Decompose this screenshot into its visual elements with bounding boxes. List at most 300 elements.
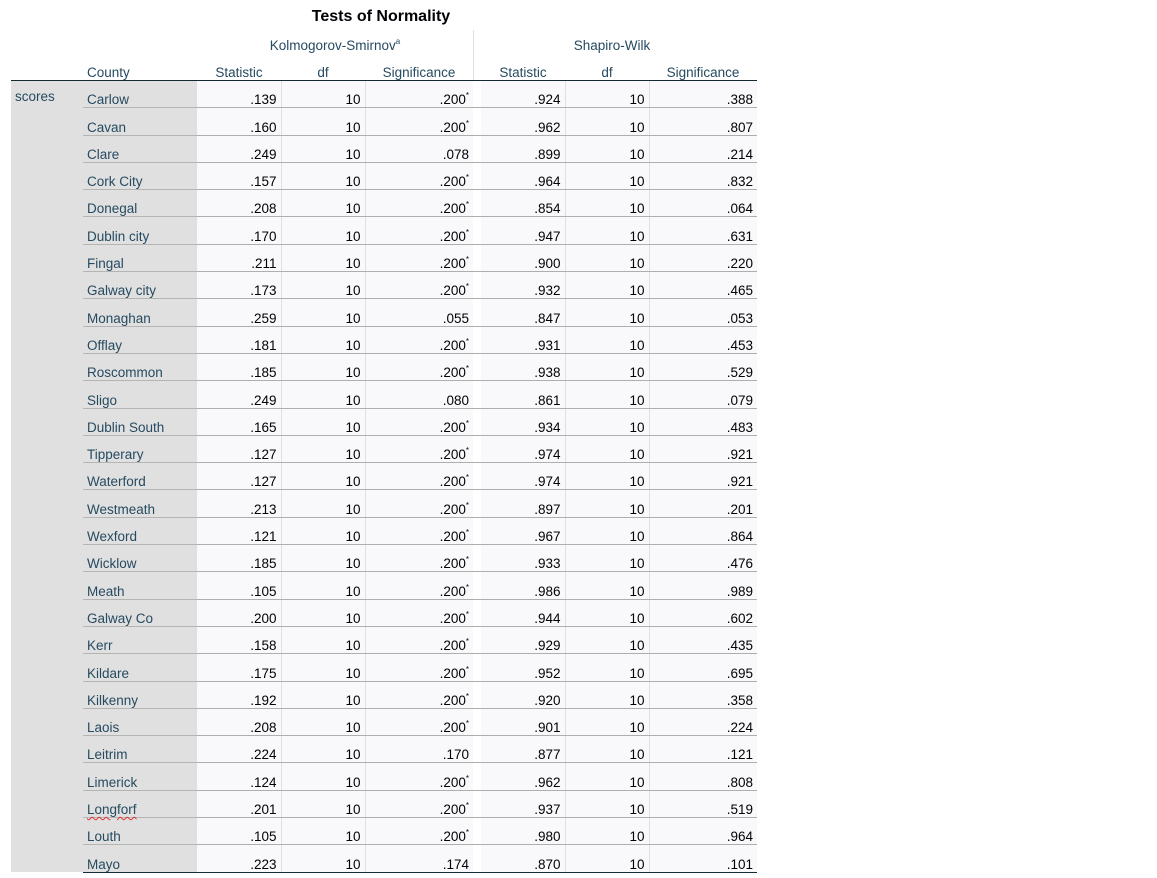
sw-significance-cell: [649, 599, 757, 626]
ks-significance-cell: [365, 790, 473, 817]
ks-df-cell: [281, 435, 365, 462]
lower-bound-marker: *: [465, 200, 469, 210]
group-gap: [473, 162, 481, 189]
ks-statistic-cell-value: .200: [250, 610, 277, 626]
ks-statistic-cell-value: .160: [250, 119, 277, 135]
sw-df-cell: [565, 108, 649, 135]
county-label: Sligo: [87, 392, 118, 408]
group-gap: [473, 244, 481, 271]
group-gap: [473, 517, 481, 544]
sw-significance-cell: [649, 736, 757, 763]
ks-df-cell-value: 10: [345, 474, 361, 490]
sw-significance-cell-value: .989: [726, 583, 753, 599]
ks-df-cell-value: 10: [345, 283, 361, 299]
ks-df-cell: [281, 190, 365, 217]
sw-df-cell: [565, 162, 649, 189]
ks-statistic-cell-value: .211: [251, 256, 277, 272]
group-gap: [473, 326, 481, 353]
ks-significance-cell: [365, 326, 473, 353]
group-gap: [473, 654, 481, 681]
county-label: Wicklow: [87, 556, 137, 572]
ks-statistic-cell-value: .249: [250, 146, 277, 162]
ks-df-cell-value: 10: [345, 638, 361, 654]
sw-significance-cell: [649, 353, 757, 380]
sw-df-cell: [565, 654, 649, 681]
ks-significance-cell-value: .200: [439, 529, 466, 545]
sw-significance-cell-value: .695: [726, 665, 753, 681]
sw-significance-cell: [649, 572, 757, 599]
county-cell: [83, 81, 197, 108]
table-row: [11, 135, 757, 162]
ks-significance-cell-value: .080: [442, 392, 469, 408]
sw-df-cell: [565, 408, 649, 435]
county-label: Louth: [87, 829, 121, 845]
var-header: [11, 59, 83, 81]
sw-df-cell-value: 10: [629, 392, 645, 408]
ks-significance-cell-value: .200: [439, 474, 466, 490]
ks-statistic-cell: [197, 545, 281, 572]
ks-significance-cell: [365, 108, 473, 135]
table-row: [11, 408, 757, 435]
ks-significance-cell-value: .200: [439, 447, 466, 463]
sw-statistic-cell: [481, 244, 565, 271]
lower-bound-marker: *: [465, 446, 469, 456]
ks-significance-cell-value: .200: [439, 337, 466, 353]
table-row: [11, 626, 757, 653]
ks-significance-cell-value: .200: [439, 638, 466, 654]
sw-significance-cell: [649, 626, 757, 653]
group-gap: [473, 763, 481, 790]
county-cell: [83, 463, 197, 490]
ks-df-cell: [281, 81, 365, 108]
table-row: [11, 299, 757, 326]
sw-df-cell: [565, 463, 649, 490]
ks-statistic-cell-value: .208: [250, 201, 277, 217]
sw-significance-cell: [649, 463, 757, 490]
table-row: [11, 326, 757, 353]
table-row: [11, 381, 757, 408]
lower-bound-marker: *: [465, 582, 469, 592]
county-cell: [83, 353, 197, 380]
sw-significance-cell-value: .079: [726, 392, 753, 408]
sw-df-cell: [565, 381, 649, 408]
sw-significance-cell-value: .201: [726, 501, 753, 517]
county-cell: [83, 244, 197, 271]
county-label: Meath: [87, 583, 125, 599]
lower-bound-marker: *: [465, 336, 469, 346]
sw-statistic-cell: [481, 545, 565, 572]
table-title: Tests of Normality: [311, 8, 451, 25]
ks-df-cell: [281, 626, 365, 653]
ks-significance-cell: [365, 408, 473, 435]
county-cell: [83, 654, 197, 681]
sw-significance-cell-value: .121: [726, 747, 753, 763]
sw-statistic-cell-value: .854: [534, 201, 561, 217]
table-row: [11, 190, 757, 217]
sw-statistic-cell-value: .934: [534, 419, 561, 435]
sw-df-cell: [565, 681, 649, 708]
ks-df-cell-value: 10: [345, 201, 361, 217]
sw-significance-cell-value: .631: [726, 228, 753, 244]
ks-significance-cell-value: .200: [439, 501, 466, 517]
ks-statistic-cell: [197, 681, 281, 708]
sw-df-cell: [565, 81, 649, 108]
ks-statistic-cell: [197, 708, 281, 735]
ks-significance-cell: [365, 708, 473, 735]
sw-statistic-cell: [481, 381, 565, 408]
ks-df-cell: [281, 572, 365, 599]
sw-statistic-cell-value: .974: [534, 447, 561, 463]
sw-df-cell-value: 10: [629, 419, 645, 435]
sw-statistic-cell-value: .938: [534, 365, 561, 381]
ks-statistic-cell: [197, 381, 281, 408]
county-label: Galway city: [87, 283, 157, 299]
lower-bound-marker: *: [465, 364, 469, 374]
ks-statistic-cell: [197, 135, 281, 162]
sw-group-header: Shapiro-Wilk: [573, 38, 651, 53]
ks-df-cell: [281, 353, 365, 380]
sw-df-cell-value: 10: [629, 829, 645, 845]
sw-df-cell: [565, 790, 649, 817]
ks-significance-cell-value: .200: [439, 365, 466, 381]
ks-statistic-header: Statistic: [197, 59, 281, 81]
county-cell: [83, 790, 197, 817]
sw-significance-cell: [649, 517, 757, 544]
ks-statistic-cell-value: .173: [250, 283, 277, 299]
sw-df-cell: [565, 435, 649, 462]
sw-statistic-cell-value: .962: [534, 119, 561, 135]
sw-df-cell: [565, 626, 649, 653]
sw-statistic-cell-value: .901: [534, 720, 561, 736]
sw-df-cell-value: 10: [629, 174, 645, 190]
sw-statistic-cell: [481, 818, 565, 845]
ks-statistic-cell-value: .139: [250, 92, 277, 108]
ks-statistic-cell-value: .124: [250, 774, 277, 790]
county-cell: [83, 545, 197, 572]
ks-significance-cell-value: .200: [439, 119, 466, 135]
ks-statistic-cell-value: .192: [250, 692, 277, 708]
sw-df-cell-value: 10: [629, 802, 645, 818]
group-gap: [473, 790, 481, 817]
sw-df-cell-value: 10: [629, 283, 645, 299]
county-label: Dublin South: [87, 419, 165, 435]
lower-bound-marker: *: [465, 91, 469, 101]
table-row: [11, 272, 757, 299]
county-label: Waterford: [87, 474, 146, 490]
sw-significance-cell: [649, 299, 757, 326]
sw-statistic-cell-value: .847: [534, 310, 561, 326]
sw-significance-cell-value: .214: [726, 146, 753, 162]
county-label: Tipperary: [87, 447, 144, 463]
sw-significance-cell-value: .388: [726, 92, 753, 108]
sw-df-cell-value: 10: [629, 92, 645, 108]
sw-significance-cell: [649, 162, 757, 189]
ks-statistic-cell: [197, 353, 281, 380]
ks-statistic-cell-value: .208: [250, 720, 277, 736]
county-cell: [83, 299, 197, 326]
ks-df-cell-value: 10: [345, 802, 361, 818]
lower-bound-marker: *: [465, 828, 469, 838]
ks-significance-cell-value: .170: [442, 747, 469, 763]
sw-df-cell-value: 10: [629, 720, 645, 736]
ks-df-cell: [281, 736, 365, 763]
ks-statistic-cell-value: .175: [250, 665, 277, 681]
ks-significance-cell-value: .200: [439, 829, 466, 845]
ks-df-cell: [281, 681, 365, 708]
sw-significance-cell-value: .435: [726, 638, 753, 654]
ks-statistic-cell: [197, 572, 281, 599]
sw-statistic-header: Statistic: [481, 59, 565, 81]
ks-significance-cell: [365, 353, 473, 380]
county-cell: [83, 818, 197, 845]
sw-significance-cell: [649, 435, 757, 462]
sw-statistic-cell: [481, 763, 565, 790]
sw-significance-cell: [649, 763, 757, 790]
ks-df-cell: [281, 244, 365, 271]
county-cell: [83, 681, 197, 708]
sw-significance-cell: [649, 708, 757, 735]
ks-significance-cell: [365, 463, 473, 490]
ks-significance-cell-value: .200: [439, 201, 466, 217]
county-label: Limerick: [87, 774, 138, 790]
lower-bound-marker: *: [465, 282, 469, 292]
county-label: Mayo: [87, 856, 121, 872]
sw-significance-cell-value: .101: [726, 856, 753, 872]
sw-statistic-cell-value: .877: [534, 747, 561, 763]
sw-statistic-cell: [481, 162, 565, 189]
county-label: Cork City: [87, 174, 143, 190]
sw-statistic-cell-value: .924: [534, 92, 561, 108]
lower-bound-marker: *: [465, 255, 469, 265]
lower-bound-marker: *: [465, 773, 469, 783]
sw-significance-cell: [649, 654, 757, 681]
county-label: Kilkenny: [87, 692, 139, 708]
ks-df-cell-value: 10: [345, 256, 361, 272]
table-row: [11, 708, 757, 735]
sw-statistic-cell-value: .920: [534, 692, 561, 708]
ks-df-cell: [281, 463, 365, 490]
ks-statistic-cell: [197, 299, 281, 326]
sw-statistic-cell-value: .900: [534, 256, 561, 272]
ks-df-cell-value: 10: [345, 529, 361, 545]
ks-significance-cell-value: .078: [442, 146, 469, 162]
lower-bound-marker: *: [465, 637, 469, 647]
table-row: [11, 545, 757, 572]
table-row: [11, 736, 757, 763]
ks-significance-cell: [365, 299, 473, 326]
sw-df-cell-value: 10: [629, 337, 645, 353]
table-row: [11, 244, 757, 271]
ks-statistic-cell: [197, 626, 281, 653]
sw-significance-cell: [649, 108, 757, 135]
ks-significance-cell-value: .200: [439, 228, 466, 244]
group-gap: [473, 353, 481, 380]
ks-group-label: Kolmogorov-Smirnov: [269, 38, 396, 53]
sw-df-header: df: [565, 59, 649, 81]
ks-df-cell-value: 10: [345, 747, 361, 763]
group-gap: [473, 681, 481, 708]
ks-df-cell: [281, 326, 365, 353]
sw-significance-cell: [649, 845, 757, 872]
ks-significance-cell: [365, 517, 473, 544]
ks-significance-cell: [365, 818, 473, 845]
sw-df-cell-value: 10: [629, 665, 645, 681]
sw-statistic-cell-value: .964: [534, 174, 561, 190]
ks-significance-cell: [365, 626, 473, 653]
county-cell: [83, 272, 197, 299]
sw-df-cell: [565, 272, 649, 299]
sw-df-cell-value: 10: [629, 556, 645, 572]
ks-statistic-cell: [197, 736, 281, 763]
sw-significance-cell-value: .483: [726, 419, 753, 435]
sw-significance-cell-value: .053: [726, 310, 753, 326]
sw-df-cell-value: 10: [629, 201, 645, 217]
ks-significance-cell: [365, 272, 473, 299]
ks-significance-cell: [365, 763, 473, 790]
table-row: [11, 108, 757, 135]
ks-significance-cell-value: .200: [439, 256, 466, 272]
sw-significance-cell: [649, 408, 757, 435]
ks-df-cell: [281, 790, 365, 817]
sw-statistic-cell: [481, 217, 565, 244]
sw-statistic-cell-value: .986: [534, 583, 561, 599]
table-row: [11, 217, 757, 244]
group-gap: [473, 845, 481, 872]
ks-significance-cell-value: .200: [439, 583, 466, 599]
sw-df-cell-value: 10: [629, 501, 645, 517]
ks-significance-cell-value: .200: [439, 802, 466, 818]
county-label: Roscommon: [87, 365, 163, 381]
sw-df-cell-value: 10: [629, 638, 645, 654]
lower-bound-marker: *: [465, 418, 469, 428]
ks-df-cell: [281, 654, 365, 681]
sw-statistic-cell-value: .931: [534, 337, 561, 353]
table-row: [11, 681, 757, 708]
county-label: Offlay: [87, 337, 123, 353]
group-gap: [473, 818, 481, 845]
ks-df-cell: [281, 599, 365, 626]
sw-statistic-cell-value: .962: [534, 774, 561, 790]
group-gap: [473, 81, 481, 108]
sw-df-cell: [565, 326, 649, 353]
ks-significance-cell: [365, 845, 473, 872]
sw-statistic-cell: [481, 299, 565, 326]
sw-significance-cell-value: .224: [726, 720, 753, 736]
ks-statistic-cell-value: .249: [250, 392, 277, 408]
county-label: Kildare: [87, 665, 130, 681]
ks-df-cell-value: 10: [345, 419, 361, 435]
sw-significance-cell: [649, 326, 757, 353]
table-row: [11, 353, 757, 380]
table-row: [11, 790, 757, 817]
sw-df-cell-value: 10: [629, 529, 645, 545]
ks-df-cell-value: 10: [345, 610, 361, 626]
group-gap: [473, 381, 481, 408]
sw-significance-cell-value: .921: [726, 447, 753, 463]
sw-df-cell: [565, 190, 649, 217]
sw-significance-cell-value: .465: [726, 283, 753, 299]
table-row: [11, 654, 757, 681]
ks-significance-cell-value: .200: [439, 665, 466, 681]
sw-significance-cell: [649, 244, 757, 271]
ks-statistic-cell: [197, 108, 281, 135]
sw-df-cell: [565, 244, 649, 271]
ks-significance-cell: [365, 681, 473, 708]
ks-df-cell-value: 10: [345, 310, 361, 326]
ks-df-cell: [281, 299, 365, 326]
ks-df-cell: [281, 490, 365, 517]
ks-df-cell-value: 10: [345, 501, 361, 517]
sw-df-cell-value: 10: [629, 310, 645, 326]
sw-statistic-cell: [481, 626, 565, 653]
county-label: Monaghan: [87, 310, 151, 326]
sw-statistic-cell: [481, 463, 565, 490]
ks-footnote-marker: a: [395, 37, 401, 46]
ks-significance-cell-value: .200: [439, 419, 466, 435]
ks-statistic-cell: [197, 272, 281, 299]
sw-df-cell-value: 10: [629, 856, 645, 872]
group-gap: [473, 408, 481, 435]
sw-df-cell: [565, 353, 649, 380]
lower-bound-marker: *: [465, 173, 469, 183]
sw-statistic-cell: [481, 135, 565, 162]
sw-significance-cell: [649, 272, 757, 299]
county-label: Carlow: [87, 92, 130, 108]
ks-statistic-cell: [197, 763, 281, 790]
table-row: [11, 572, 757, 599]
sw-df-cell-value: 10: [629, 256, 645, 272]
ks-df-cell-value: 10: [345, 392, 361, 408]
sw-statistic-cell-value: .967: [534, 529, 561, 545]
table-row: [11, 162, 757, 189]
county-cell: [83, 135, 197, 162]
ks-statistic-cell-value: .121: [250, 529, 277, 545]
ks-statistic-cell: [197, 162, 281, 189]
sw-df-cell: [565, 599, 649, 626]
ks-significance-cell-value: .174: [442, 856, 469, 872]
sw-significance-cell: [649, 81, 757, 108]
county-cell: [83, 517, 197, 544]
ks-statistic-cell: [197, 463, 281, 490]
county-label: Fingal: [87, 256, 124, 272]
sw-statistic-cell: [481, 517, 565, 544]
ks-significance-cell: [365, 381, 473, 408]
ks-df-cell: [281, 763, 365, 790]
ks-significance-cell-value: .055: [442, 310, 469, 326]
ks-statistic-cell: [197, 654, 281, 681]
group-gap: [473, 435, 481, 462]
sw-significance-cell-value: .476: [726, 556, 753, 572]
sw-statistic-cell: [481, 681, 565, 708]
sw-statistic-cell: [481, 435, 565, 462]
county-label: Dublin city: [87, 228, 150, 244]
ks-significance-header: Significance: [365, 59, 473, 81]
sw-significance-cell-value: .602: [726, 610, 753, 626]
ks-statistic-cell: [197, 435, 281, 462]
sw-significance-cell-value: .921: [726, 474, 753, 490]
county-cell: [83, 108, 197, 135]
sw-statistic-cell-value: .899: [534, 146, 561, 162]
sw-significance-cell-value: .358: [726, 692, 753, 708]
county-cell: [83, 217, 197, 244]
ks-statistic-cell-value: .213: [250, 501, 277, 517]
sw-statistic-cell-value: .870: [534, 856, 561, 872]
ks-df-cell-value: 10: [345, 337, 361, 353]
ks-significance-cell: [365, 654, 473, 681]
sw-significance-cell: [649, 790, 757, 817]
ks-statistic-cell: [197, 599, 281, 626]
sw-significance-cell-value: .832: [726, 174, 753, 190]
